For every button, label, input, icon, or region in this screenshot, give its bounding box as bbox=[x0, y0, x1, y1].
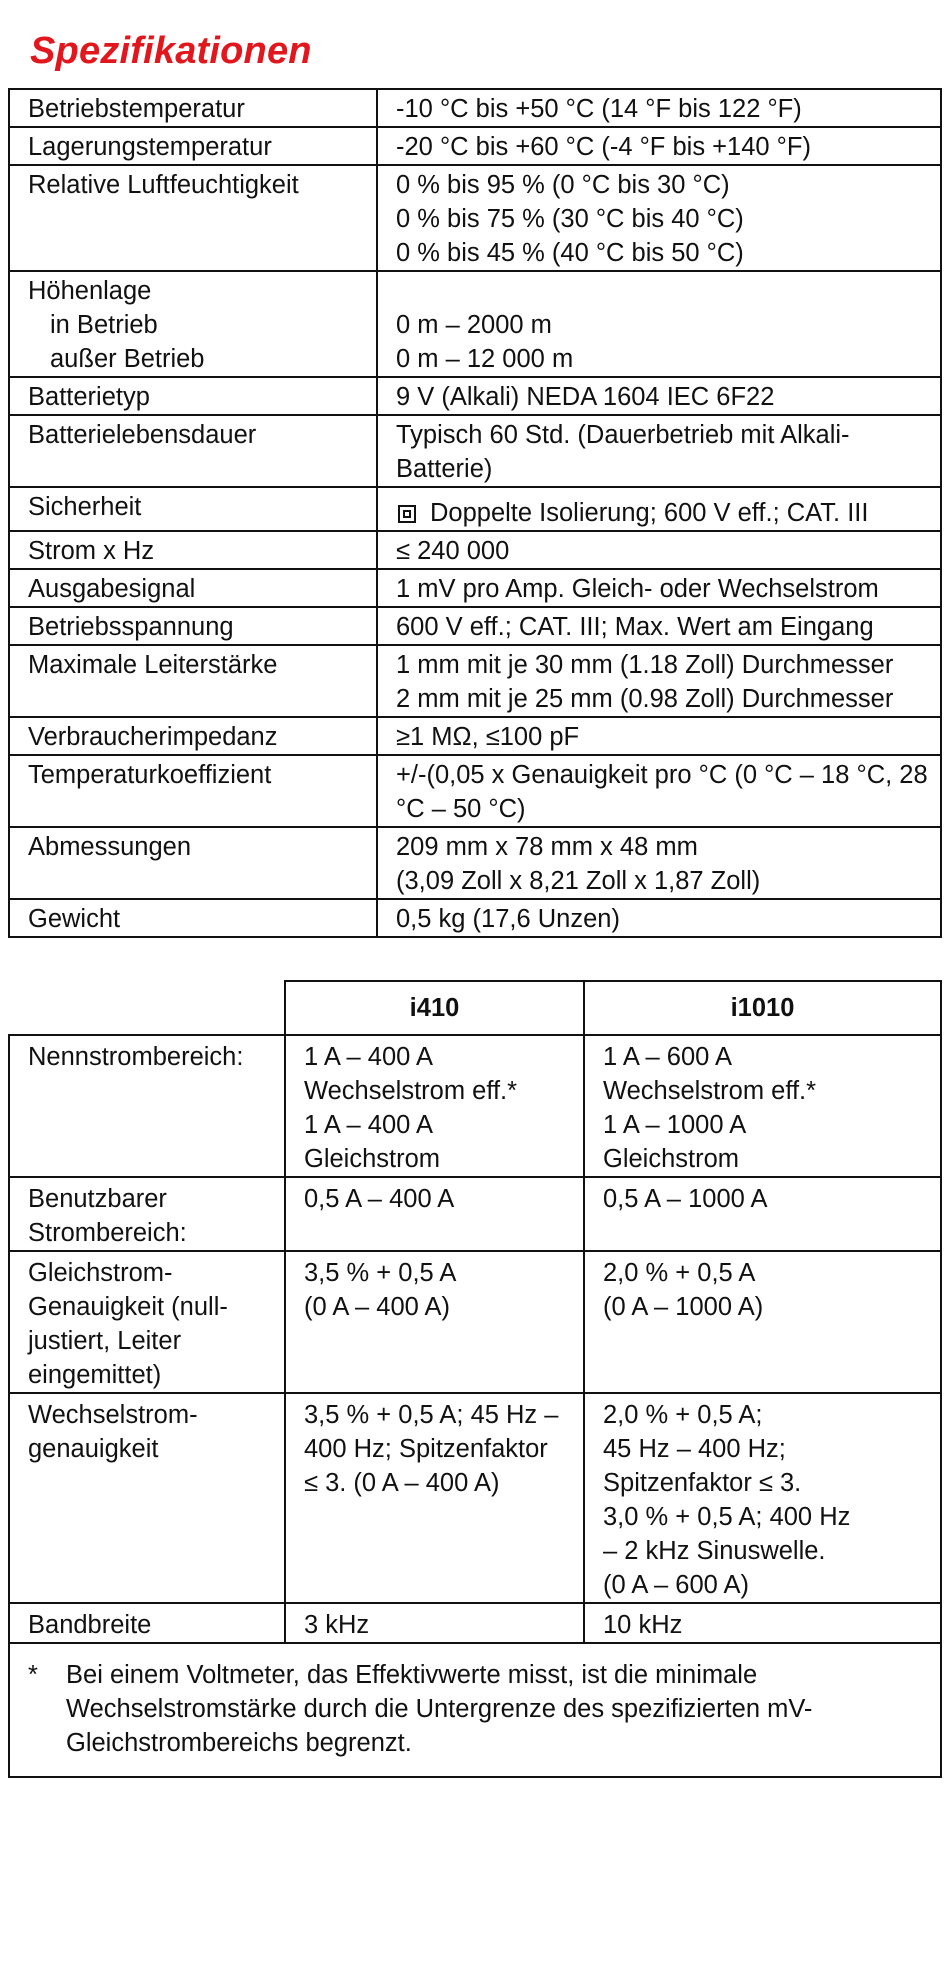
spec-label: Maximale Leiterstärke bbox=[9, 645, 377, 717]
cell-line: 1 A – 400 A bbox=[304, 1043, 434, 1071]
cell-line: ≤ 3. (0 A – 400 A) bbox=[304, 1469, 500, 1497]
row-label-line: genauigkeit bbox=[28, 1435, 159, 1463]
row-label-line: Wechselstrom- bbox=[28, 1401, 198, 1429]
spec-label bbox=[9, 271, 377, 377]
cell-i410 bbox=[285, 1177, 584, 1251]
spec-value: 600 V eff.; CAT. III; Max. Wert am Eingang bbox=[377, 607, 941, 645]
cell-i410 bbox=[285, 1251, 584, 1393]
spec-value-line: 0 % bis 75 % (30 °C bis 40 °C) bbox=[396, 205, 744, 233]
cell-line: 2,0 % + 0,5 A bbox=[603, 1259, 756, 1287]
spec-label: Betriebstemperatur bbox=[9, 89, 377, 127]
table-row bbox=[9, 1035, 941, 1177]
cell-i1010 bbox=[584, 1251, 941, 1393]
cell-i410: 3 kHz bbox=[285, 1603, 584, 1643]
row-label-line: Genauigkeit (null- bbox=[28, 1293, 228, 1321]
row-label-line: Benutzbarer bbox=[28, 1185, 167, 1213]
empty-header-cell bbox=[9, 981, 285, 1035]
table-row bbox=[9, 717, 941, 755]
table-row bbox=[9, 415, 941, 487]
spec-label-main: Höhenlage bbox=[28, 277, 152, 305]
row-label bbox=[9, 1251, 285, 1393]
spec-value bbox=[377, 645, 941, 717]
spec-sublabel: außer Betrieb bbox=[50, 345, 205, 373]
cell-line: 2,0 % + 0,5 A; bbox=[603, 1401, 763, 1429]
table-row bbox=[9, 1603, 941, 1643]
spec-value: 1 mV pro Amp. Gleich- oder Wechselstrom bbox=[377, 569, 941, 607]
table-row bbox=[9, 827, 941, 899]
cell-line: Spitzenfaktor ≤ 3. bbox=[603, 1469, 802, 1497]
cell-line: Gleichstrom bbox=[603, 1145, 740, 1173]
row-label-line: Strombereich: bbox=[28, 1219, 187, 1247]
spec-value: +/-(0,05 x Genauigkeit pro °C (0 °C – 18 °C, 28 °C – 50 °C) bbox=[377, 755, 941, 827]
specifications-table bbox=[8, 88, 942, 938]
table-row bbox=[9, 487, 941, 531]
cell-line: 1 A – 400 A bbox=[304, 1111, 434, 1139]
spec-label: Abmessungen bbox=[9, 827, 377, 899]
row-label bbox=[9, 1393, 285, 1603]
table-row bbox=[9, 755, 941, 827]
footnote-row bbox=[9, 1643, 941, 1777]
footnote-text: Bei einem Voltmeter, das Effektivwerte misst, ist die minimale Wechselstromstärke durch die Untergrenze des spezifizierten mV-Gleichstrombereichs begrenzt. bbox=[66, 1661, 813, 1757]
table-row bbox=[9, 531, 941, 569]
table-row bbox=[9, 127, 941, 165]
header-row bbox=[9, 981, 941, 1035]
spec-value-line: 2 mm mit je 25 mm (0.98 Zoll) Durchmesser bbox=[396, 685, 894, 713]
row-label bbox=[9, 1177, 285, 1251]
spec-value-line: (3,09 Zoll x 8,21 Zoll x 1,87 Zoll) bbox=[396, 867, 761, 895]
cell-i1010: 10 kHz bbox=[584, 1603, 941, 1643]
spec-value bbox=[377, 487, 941, 531]
cell-line: 3,5 % + 0,5 A; 45 Hz – bbox=[304, 1401, 559, 1429]
spec-label: Relative Luftfeuchtigkeit bbox=[9, 165, 377, 271]
spec-value: ≤ 240 000 bbox=[377, 531, 941, 569]
comparison-table bbox=[8, 980, 942, 1778]
cell-line: 0,5 A – 1000 A bbox=[603, 1185, 768, 1213]
table-row bbox=[9, 165, 941, 271]
spec-value: 9 V (Alkali) NEDA 1604 IEC 6F22 bbox=[377, 377, 941, 415]
spec-label: Batterielebensdauer bbox=[9, 415, 377, 487]
cell-line: Wechselstrom eff.* bbox=[603, 1077, 817, 1105]
spacer bbox=[396, 274, 930, 308]
cell-i410 bbox=[285, 1393, 584, 1603]
cell-line: Gleichstrom bbox=[304, 1145, 441, 1173]
footnote-mark: * bbox=[28, 1661, 38, 1689]
spec-sublabel: in Betrieb bbox=[50, 311, 158, 339]
table-row bbox=[9, 271, 941, 377]
row-label: Nennstrombereich: bbox=[9, 1035, 285, 1177]
spec-label: Verbraucherimpedanz bbox=[9, 717, 377, 755]
cell-line: 1 A – 600 A bbox=[603, 1043, 733, 1071]
cell-i1010 bbox=[584, 1177, 941, 1251]
cell-line: 0,5 A – 400 A bbox=[304, 1185, 455, 1213]
spec-value-line: 0 m – 2000 m bbox=[396, 311, 552, 339]
spec-value bbox=[377, 271, 941, 377]
spec-value: Typisch 60 Std. (Dauerbetrieb mit Alkali-Batterie) bbox=[377, 415, 941, 487]
cell-line: 45 Hz – 400 Hz; bbox=[603, 1435, 786, 1463]
page-title: Spezifikationen bbox=[30, 30, 312, 72]
row-label-line: eingemittet) bbox=[28, 1361, 162, 1389]
spec-value-text: Doppelte Isolierung; 600 V eff.; CAT. III bbox=[430, 499, 869, 527]
cell-i1010 bbox=[584, 1035, 941, 1177]
cell-line: 3,5 % + 0,5 A bbox=[304, 1259, 457, 1287]
cell-line: 3,0 % + 0,5 A; 400 Hz bbox=[603, 1503, 851, 1531]
table-row bbox=[9, 899, 941, 937]
table-row bbox=[9, 1251, 941, 1393]
cell-i1010 bbox=[584, 1393, 941, 1603]
spec-label: Betriebsspannung bbox=[9, 607, 377, 645]
spec-label: Strom x Hz bbox=[9, 531, 377, 569]
table-row bbox=[9, 645, 941, 717]
spec-label: Gewicht bbox=[9, 899, 377, 937]
row-label-line: Gleichstrom- bbox=[28, 1259, 173, 1287]
spec-label: Ausgabesignal bbox=[9, 569, 377, 607]
spec-label: Lagerungstemperatur bbox=[9, 127, 377, 165]
table-row bbox=[9, 1177, 941, 1251]
cell-line: 400 Hz; Spitzenfaktor bbox=[304, 1435, 548, 1463]
spec-value: -20 °C bis +60 °C (-4 °F bis +140 °F) bbox=[377, 127, 941, 165]
double-insulation-icon bbox=[398, 505, 416, 523]
spec-value: -10 °C bis +50 °C (14 °F bis 122 °F) bbox=[377, 89, 941, 127]
spec-value-line: 1 mm mit je 30 mm (1.18 Zoll) Durchmesser bbox=[396, 651, 894, 679]
cell-line: (0 A – 400 A) bbox=[304, 1293, 451, 1321]
table-row bbox=[9, 569, 941, 607]
cell-line: (0 A – 600 A) bbox=[603, 1571, 750, 1599]
cell-i410 bbox=[285, 1035, 584, 1177]
footnote bbox=[9, 1643, 941, 1777]
column-header-i1010: i1010 bbox=[584, 981, 941, 1035]
cell-line: Wechselstrom eff.* bbox=[304, 1077, 518, 1105]
spec-label: Sicherheit bbox=[9, 487, 377, 531]
spec-value: 0,5 kg (17,6 Unzen) bbox=[377, 899, 941, 937]
spec-value bbox=[377, 165, 941, 271]
cell-line: 1 A – 1000 A bbox=[603, 1111, 747, 1139]
cell-line: – 2 kHz Sinuswelle. bbox=[603, 1537, 826, 1565]
spec-label: Batterietyp bbox=[9, 377, 377, 415]
column-header-i410: i410 bbox=[285, 981, 584, 1035]
spec-value-line: 0 % bis 95 % (0 °C bis 30 °C) bbox=[396, 171, 730, 199]
row-label-line: justiert, Leiter bbox=[28, 1327, 182, 1355]
table-row bbox=[9, 377, 941, 415]
table-row bbox=[9, 1393, 941, 1603]
table-row bbox=[9, 607, 941, 645]
table-row bbox=[9, 89, 941, 127]
spec-value-line: 0 m – 12 000 m bbox=[396, 345, 574, 373]
spec-value-line: 0 % bis 45 % (40 °C bis 50 °C) bbox=[396, 239, 744, 267]
row-label: Bandbreite bbox=[9, 1603, 285, 1643]
spec-value-line: 209 mm x 78 mm x 48 mm bbox=[396, 833, 698, 861]
spec-value bbox=[377, 827, 941, 899]
cell-line: (0 A – 1000 A) bbox=[603, 1293, 764, 1321]
spec-label: Temperaturkoeffizient bbox=[9, 755, 377, 827]
spec-value: ≥1 MΩ, ≤100 pF bbox=[377, 717, 941, 755]
